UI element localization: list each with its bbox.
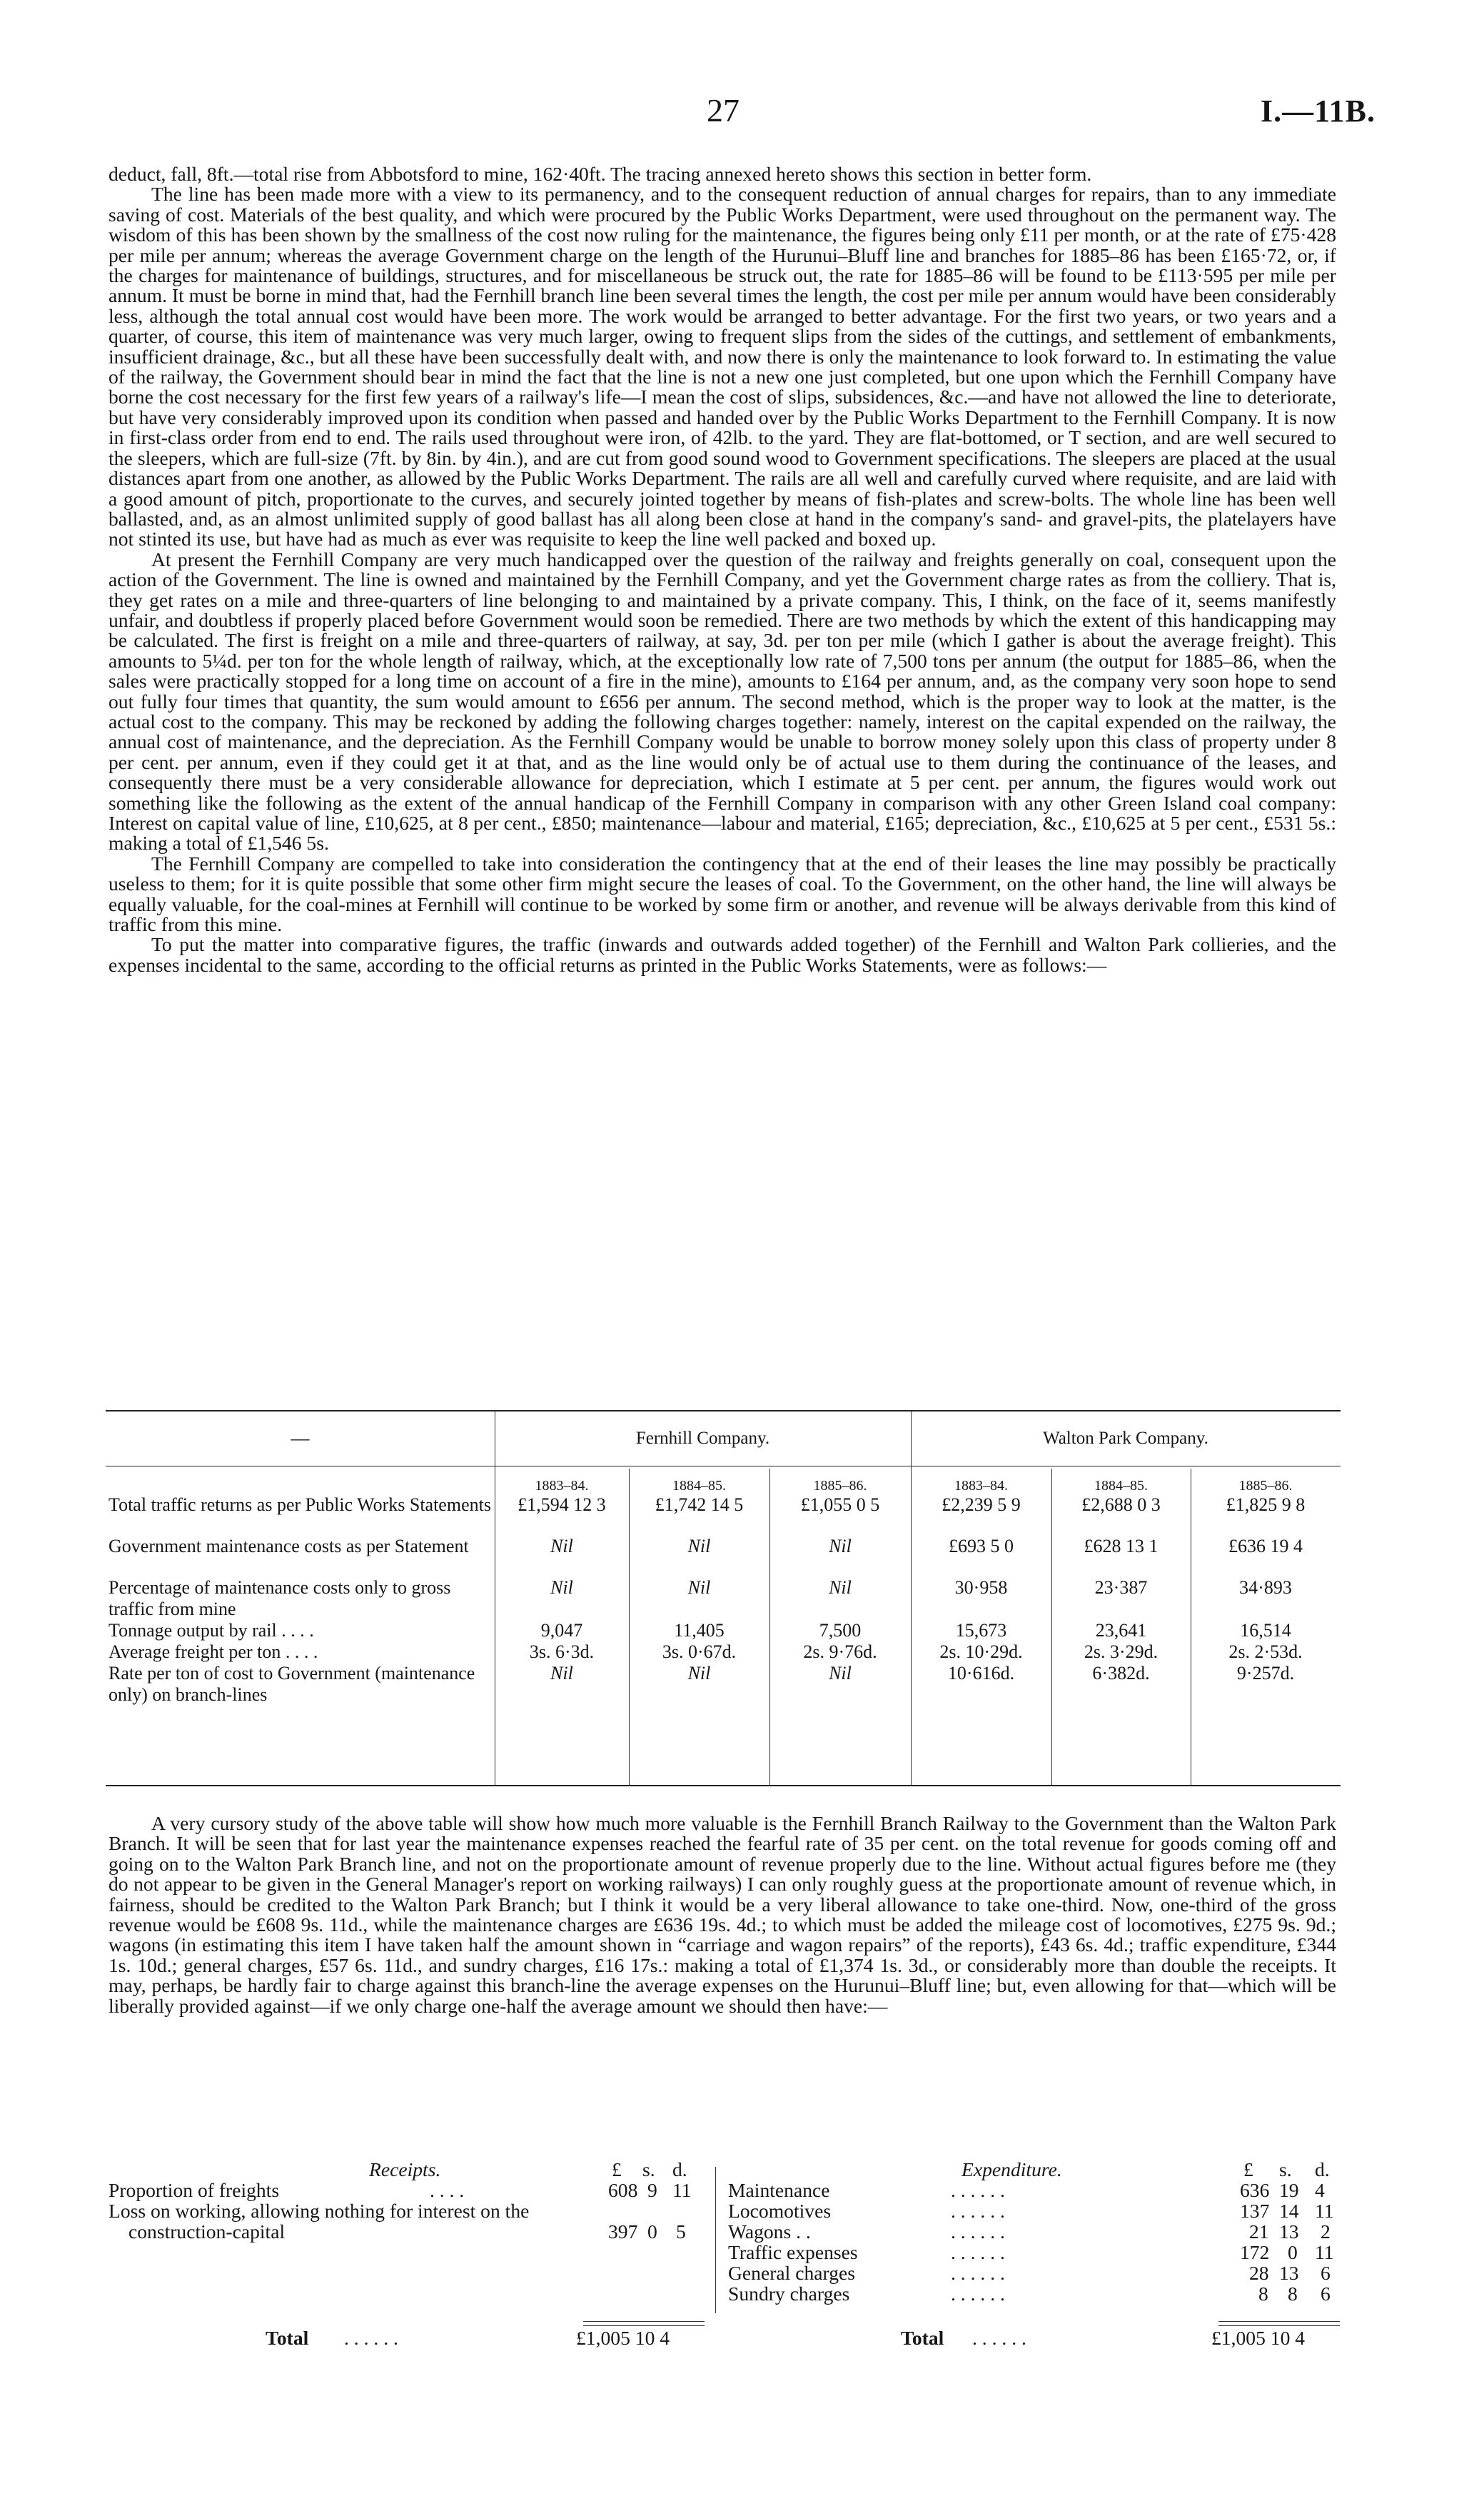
row-label: Tonnage output by rail . . . .	[108, 1620, 314, 1641]
table-cell: 9,047	[540, 1620, 583, 1641]
table-cell: 9·257d.	[1236, 1663, 1295, 1684]
expenditure-pounds: 21	[1249, 2220, 1269, 2243]
expenditure-label: General charges	[728, 2262, 855, 2284]
pence-head: d.	[672, 2158, 687, 2180]
expenditure-label: Maintenance	[728, 2179, 830, 2201]
table-cell: £2,239 5 9	[942, 1494, 1021, 1515]
expenditure-total-label: Total	[901, 2327, 944, 2349]
expenditure-shillings: 8	[1288, 2283, 1298, 2305]
table-cell: Nil	[687, 1536, 711, 1556]
table-row	[106, 1641, 1341, 1663]
expenditure-label: Locomotives	[728, 2200, 832, 2222]
year-head: 1883–84.	[535, 1478, 589, 1494]
table-cell: 34·893	[1239, 1577, 1292, 1598]
pounds-head: £	[1243, 2158, 1253, 2180]
account-divider	[715, 2167, 716, 2313]
receipts-rule	[583, 2325, 705, 2326]
leader-dots: . . . . . .	[951, 2283, 1005, 2305]
expenditure-pence: 11	[1315, 2241, 1334, 2263]
table-cell: £693 5 0	[949, 1536, 1014, 1556]
table-cell: 10·616d.	[947, 1663, 1015, 1684]
expenditure-shillings: 14	[1279, 2200, 1299, 2222]
leader-dots: . . . . . .	[951, 2220, 1005, 2243]
year-head: 1885–86.	[1238, 1478, 1293, 1494]
pounds-head: £	[612, 2158, 622, 2180]
year-head: 1884–85.	[672, 1478, 726, 1494]
shillings-head: s.	[1279, 2158, 1292, 2180]
table-cell: Nil	[829, 1536, 852, 1556]
table-cell: £1,742 14 5	[655, 1494, 744, 1515]
table-row	[106, 1494, 1341, 1536]
receipt-shillings: 9	[647, 2179, 657, 2201]
expenditure-label: Traffic expenses	[728, 2241, 858, 2263]
expenditure-shillings: 19	[1279, 2179, 1299, 2201]
table-cell: Nil	[550, 1663, 573, 1684]
table-row	[106, 1620, 1341, 1641]
leader-dots: . . . . . .	[972, 2327, 1026, 2349]
group-head-fernhill: Fernhill Company.	[635, 1429, 770, 1448]
leader-dots: . . . . . .	[951, 2241, 1005, 2263]
receipt-pounds: 608	[608, 2179, 638, 2201]
table-head-blank: —	[291, 1428, 310, 1449]
year-head: 1884–85.	[1094, 1478, 1148, 1494]
receipt-label: Loss on working, allowing nothing for interest on the construction-capital	[108, 2200, 530, 2243]
expenditure-pounds: 172	[1240, 2241, 1270, 2263]
table-cell: 2s. 3·29d.	[1084, 1641, 1159, 1662]
table-cell: 23,641	[1095, 1620, 1147, 1641]
receipt-shillings: 0	[647, 2220, 657, 2243]
shillings-head: s.	[642, 2158, 655, 2180]
leader-dots: . . . . . .	[951, 2262, 1005, 2284]
table-cell: Nil	[687, 1663, 711, 1684]
expenditure-pounds: 636	[1240, 2179, 1270, 2201]
table-rule-top	[106, 1410, 1341, 1411]
leader-dots: . . . . . .	[951, 2179, 1005, 2201]
expenditure-shillings: 13	[1279, 2220, 1299, 2243]
account-statement	[108, 2158, 1336, 2349]
table-cell: £1,594 12 3	[518, 1494, 606, 1515]
table-divider	[911, 1410, 912, 1785]
table-row	[106, 1536, 1341, 1577]
row-label: Percentage of maintenance costs only to gross traffic from mine	[108, 1577, 451, 1619]
leader-dots: . . . .	[430, 2179, 465, 2201]
table-cell: £628 13 1	[1084, 1536, 1159, 1556]
table-cell: £1,055 0 5	[800, 1494, 880, 1515]
page-number: 27	[707, 92, 740, 129]
paragraph: deduct, fall, 8ft.—total rise from Abbotsford to mine, 162·40ft. The tracing annexed hereto shows this section in better form.	[108, 163, 1092, 185]
expenditure-rule	[1218, 2321, 1340, 2322]
leader-dots: . . . . . .	[344, 2327, 398, 2349]
table-cell: 23·387	[1094, 1577, 1148, 1598]
table-cell: 3s. 0·67d.	[662, 1641, 737, 1662]
expenditure-pounds: 137	[1240, 2200, 1270, 2222]
table-cell: 2s. 9·76d.	[803, 1641, 877, 1662]
row-label: Rate per ton of cost to Government (maintenance only) on branch-lines	[108, 1663, 475, 1705]
paragraph: To put the matter into comparative figures, the traffic (inwards and outwards added together) of the Fernhill and Walton Park collieries, and the expenses incidental to the same, according to the official returns as printed in the Public Works Statements, were as follows:—	[108, 933, 1336, 976]
table-cell: 16,514	[1240, 1620, 1291, 1641]
table-cell: Nil	[829, 1577, 852, 1598]
closing-text	[108, 1813, 1336, 2016]
leader-dots: . . . . . .	[951, 2200, 1005, 2222]
table-divider	[1051, 1469, 1052, 1785]
expenditure-heading: Expenditure.	[961, 2158, 1062, 2180]
paragraph: The Fernhill Company are compelled to take into consideration the contingency that at the end of their leases the line may possibly be practically useless to them; for it is quite possible that some other firm might secure the leases of coal. To the Government, on the other hand, the line will always be equally valuable, for the coal-mines at Fernhill will continue to be worked by some firm or another, and revenue will be always derivable from this kind of traffic from this mine.	[108, 852, 1336, 936]
row-label: Government maintenance costs as per Statement	[108, 1536, 469, 1556]
table-cell: 7,500	[819, 1620, 862, 1641]
expenditure-pounds: 28	[1249, 2262, 1269, 2284]
expenditure-label: Sundry charges	[728, 2283, 850, 2305]
expenditure-total: £1,005 10 4	[1211, 2327, 1306, 2349]
receipts-heading: Receipts.	[369, 2158, 441, 2180]
expenditure-pence: 11	[1315, 2200, 1334, 2222]
year-head: 1885–86.	[813, 1478, 867, 1494]
table-cell: 11,405	[674, 1620, 725, 1641]
expenditure-label: Wagons . .	[728, 2220, 811, 2243]
table-rule-bottom	[106, 1785, 1341, 1786]
receipt-label: Proportion of freights	[108, 2179, 280, 2201]
receipts-total: £1,005 10 4	[576, 2327, 670, 2349]
row-label: Total traffic returns as per Public Works Statements	[108, 1494, 491, 1515]
table-divider	[769, 1469, 770, 1785]
receipts-rule	[583, 2321, 705, 2322]
paragraph: A very cursory study of the above table will show how much more valuable is the Fernhill Branch Railway to the Government than the Walton Park Branch. It will be seen that for last year the maintenance expenses reached the fearful rate of 35 per cent. on the total revenue for goods coming off and going on to the Walton Park Branch line, and not on the proportionate amount of revenue properly due to the line. Without actual figures before me (they do not appear to be given in the General Manager's report on working railways) I can only roughly guess at the proportionate amount of revenue which, in fairness, should be credited to the Walton Park Branch; but I think it would be a very liberal allowance to take one-third. Now, one-third of the gross revenue would be £608 9s. 11d., while the maintenance charges are £636 19s. 4d.; to which must be added the mileage cost of locomotives, £275 9s. 9d.; wagons (in estimating this item I have taken half the amount shown in “carriage and wagon repairs” of the reports), £43 6s. 4d.; traffic expenditure, £344 1s. 10d.; general charges, £57 6s. 11d., and sundry charges, £16 17s.: making a total of £1,374 1s. 3d., or considerably more than double the receipts. It may, perhaps, be hardly fair to charge against this branch-line the average expenses on the Hurunui–Bluff line; but, even allowing for that—which will be liberally provided against—if we only charge one-half the average amount we should then have:—	[108, 1812, 1336, 2017]
expenditure-pence: 6	[1321, 2283, 1331, 2305]
document-code: I.—11B.	[1260, 94, 1376, 129]
table-cell: 2s. 10·29d.	[939, 1641, 1023, 1662]
table-cell: Nil	[550, 1577, 573, 1598]
expenditure-pence: 4	[1315, 2179, 1325, 2201]
pence-head: d.	[1315, 2158, 1330, 2180]
receipts-total-label: Total	[266, 2327, 309, 2349]
expenditure-pence: 2	[1321, 2220, 1331, 2243]
expenditure-pounds: 8	[1258, 2283, 1268, 2305]
receipt-pence: 11	[672, 2179, 692, 2201]
table-cell: Nil	[829, 1663, 852, 1684]
table-cell: Nil	[550, 1536, 573, 1556]
table-cell: 30·958	[954, 1577, 1008, 1598]
table-cell: 6·382d.	[1092, 1663, 1150, 1684]
body-text	[108, 164, 1336, 975]
table-cell: Nil	[687, 1577, 711, 1598]
expenditure-shillings: 13	[1279, 2262, 1299, 2284]
table-cell: 15,673	[955, 1620, 1007, 1641]
table-cell: 2s. 2·53d.	[1228, 1641, 1303, 1662]
paragraph: At present the Fernhill Company are very much handicapped over the question of the railway and freights generally on coal, consequent upon the action of the Government. The line is owned and maintained by the Fernhill Company, and yet the Government charge rates as from the colliery. That is, they get rates on a mile and three-quarters of line belonging to and maintained by a private company. This, I think, on the face of it, seems manifestly unfair, and doubtless if properly placed before Government would soon be remedied. There are two methods by which the extent of this handicapping may be calculated. The first is freight on a mile and three-quarters of railway, at say, 3d. per ton per mile (which I gather is about the average freight). This amounts to 5¼d. per ton for the whole length of railway, which, at the exceptionally low rate of 7,500 tons per annum (the output for 1885–86, when the sales were practically stopped for a long time on account of a fire in the mine), amounts to £164 per annum, and, as the company very soon hope to send out fully four times that quantity, the sum would amount to £656 per annum. The second method, which is the proper way to look at the matter, is the actual cost to the company. This may be reckoned by adding the following charges together: namely, interest on the capital expended on the railway, the annual cost of maintenance, and the depreciation. As the Fernhill Company would be unable to borrow money solely upon this class of property under 8 per cent. per annum, even if they could get it at that, and as the line would only be of actual use to them during the continuance of the leases, and consequently there must be a very considerable allowance for depreciation, which I estimate at 5 per cent. per annum, the figures would work out something like the following as the extent of the annual handicap of the Fernhill Company in comparison with any other Green Island coal company: Interest on capital value of line, £10,625, at 8 per cent., £850; maintenance—labour and material, £165; depreciation, &c., £10,625 at 5 per cent., £531 5s.: making a total of £1,546 5s.	[108, 548, 1336, 855]
table-divider	[629, 1469, 630, 1785]
table-cell: £2,688 0 3	[1081, 1494, 1161, 1515]
receipt-pounds: 397	[608, 2220, 638, 2243]
table-cell: £636 19 4	[1228, 1536, 1303, 1556]
expenditure-pence: 6	[1321, 2262, 1331, 2284]
comparison-table	[106, 1410, 1341, 1788]
table-cell: 3s. 6·3d.	[529, 1641, 595, 1662]
table-cell: £1,825 9 8	[1226, 1494, 1306, 1515]
table-row	[106, 1577, 1341, 1620]
paragraph: The line has been made more with a view to its permanency, and to the consequent reduction of annual charges for repairs, than to any immediate saving of cost. Materials of the best quality, and which were procured by the Public Works Department, were used throughout on the permanent way. The wisdom of this has been shown by the smallness of the cost now ruling for the maintenance, the figures being only £11 per month, or at the rate of £75·428 per mile per annum; whereas the average Government charge on the length of the Hurunui–Bluff line and branches for 1885–86 has been £165·72, or, if the charges for maintenance of buildings, structures, and for miscellaneous be struck out, the rate for 1885–86 will be found to be £113·595 per mile per annum. It must be borne in mind that, had the Fernhill branch line been several times the length, the cost per mile per annum would have been considerably less, although the total annual cost would have been more. The work would be arranged to better advantage. For the first two years, or two years and a quarter, of course, this item of maintenance was very much larger, owing to frequent slips from the sides of the cuttings, and settlement of embankments, insufficient drainage, &c., but all these have been successfully dealt with, and now there is only the maintenance to look forward to. In estimating the value of the railway, the Government should bear in mind the fact that the line is not a new one just completed, but one upon which the Fernhill Company have borne the cost necessary for the first few years of a railway's life—I mean the cost of slips, subsidences, &c.—and have not allowed the line to deteriorate, but have very considerably improved upon its condition when passed and handed over by the Public Works Department to the Fernhill Company. It is now in first-class order from end to end. The rails used throughout were iron, of 42lb. to the yard. They are flat-bottomed, or T section, and are well secured to the sleepers, which are full-size (7ft. by 8in. by 4in.), and are cut from good sound wood to Government specifications. The sleepers are placed at the usual distances apart from one another, as allowed by the Public Works Department. The rails are all well and carefully curved where requisite, and are laid with a good amount of pitch, proportionate to the curves, and securely jointed together by means of fish-plates and screw-bolts. The whole line has been well ballasted, and, as an almost unlimited supply of good ballast has all along been close at hand in the company's sand- and gravel-pits, the platelayers have not stinted its use, but have had as much as ever was requisite to keep the line well packed and boxed up.	[108, 183, 1336, 550]
expenditure-shillings: 0	[1288, 2241, 1298, 2263]
year-head: 1883–84.	[954, 1478, 1008, 1494]
group-head-walton-park: Walton Park Company.	[1043, 1429, 1208, 1448]
expenditure-rule	[1218, 2325, 1340, 2326]
receipt-pence: 5	[676, 2220, 686, 2243]
table-row	[106, 1663, 1341, 1727]
row-label: Average freight per ton . . . .	[108, 1641, 318, 1662]
